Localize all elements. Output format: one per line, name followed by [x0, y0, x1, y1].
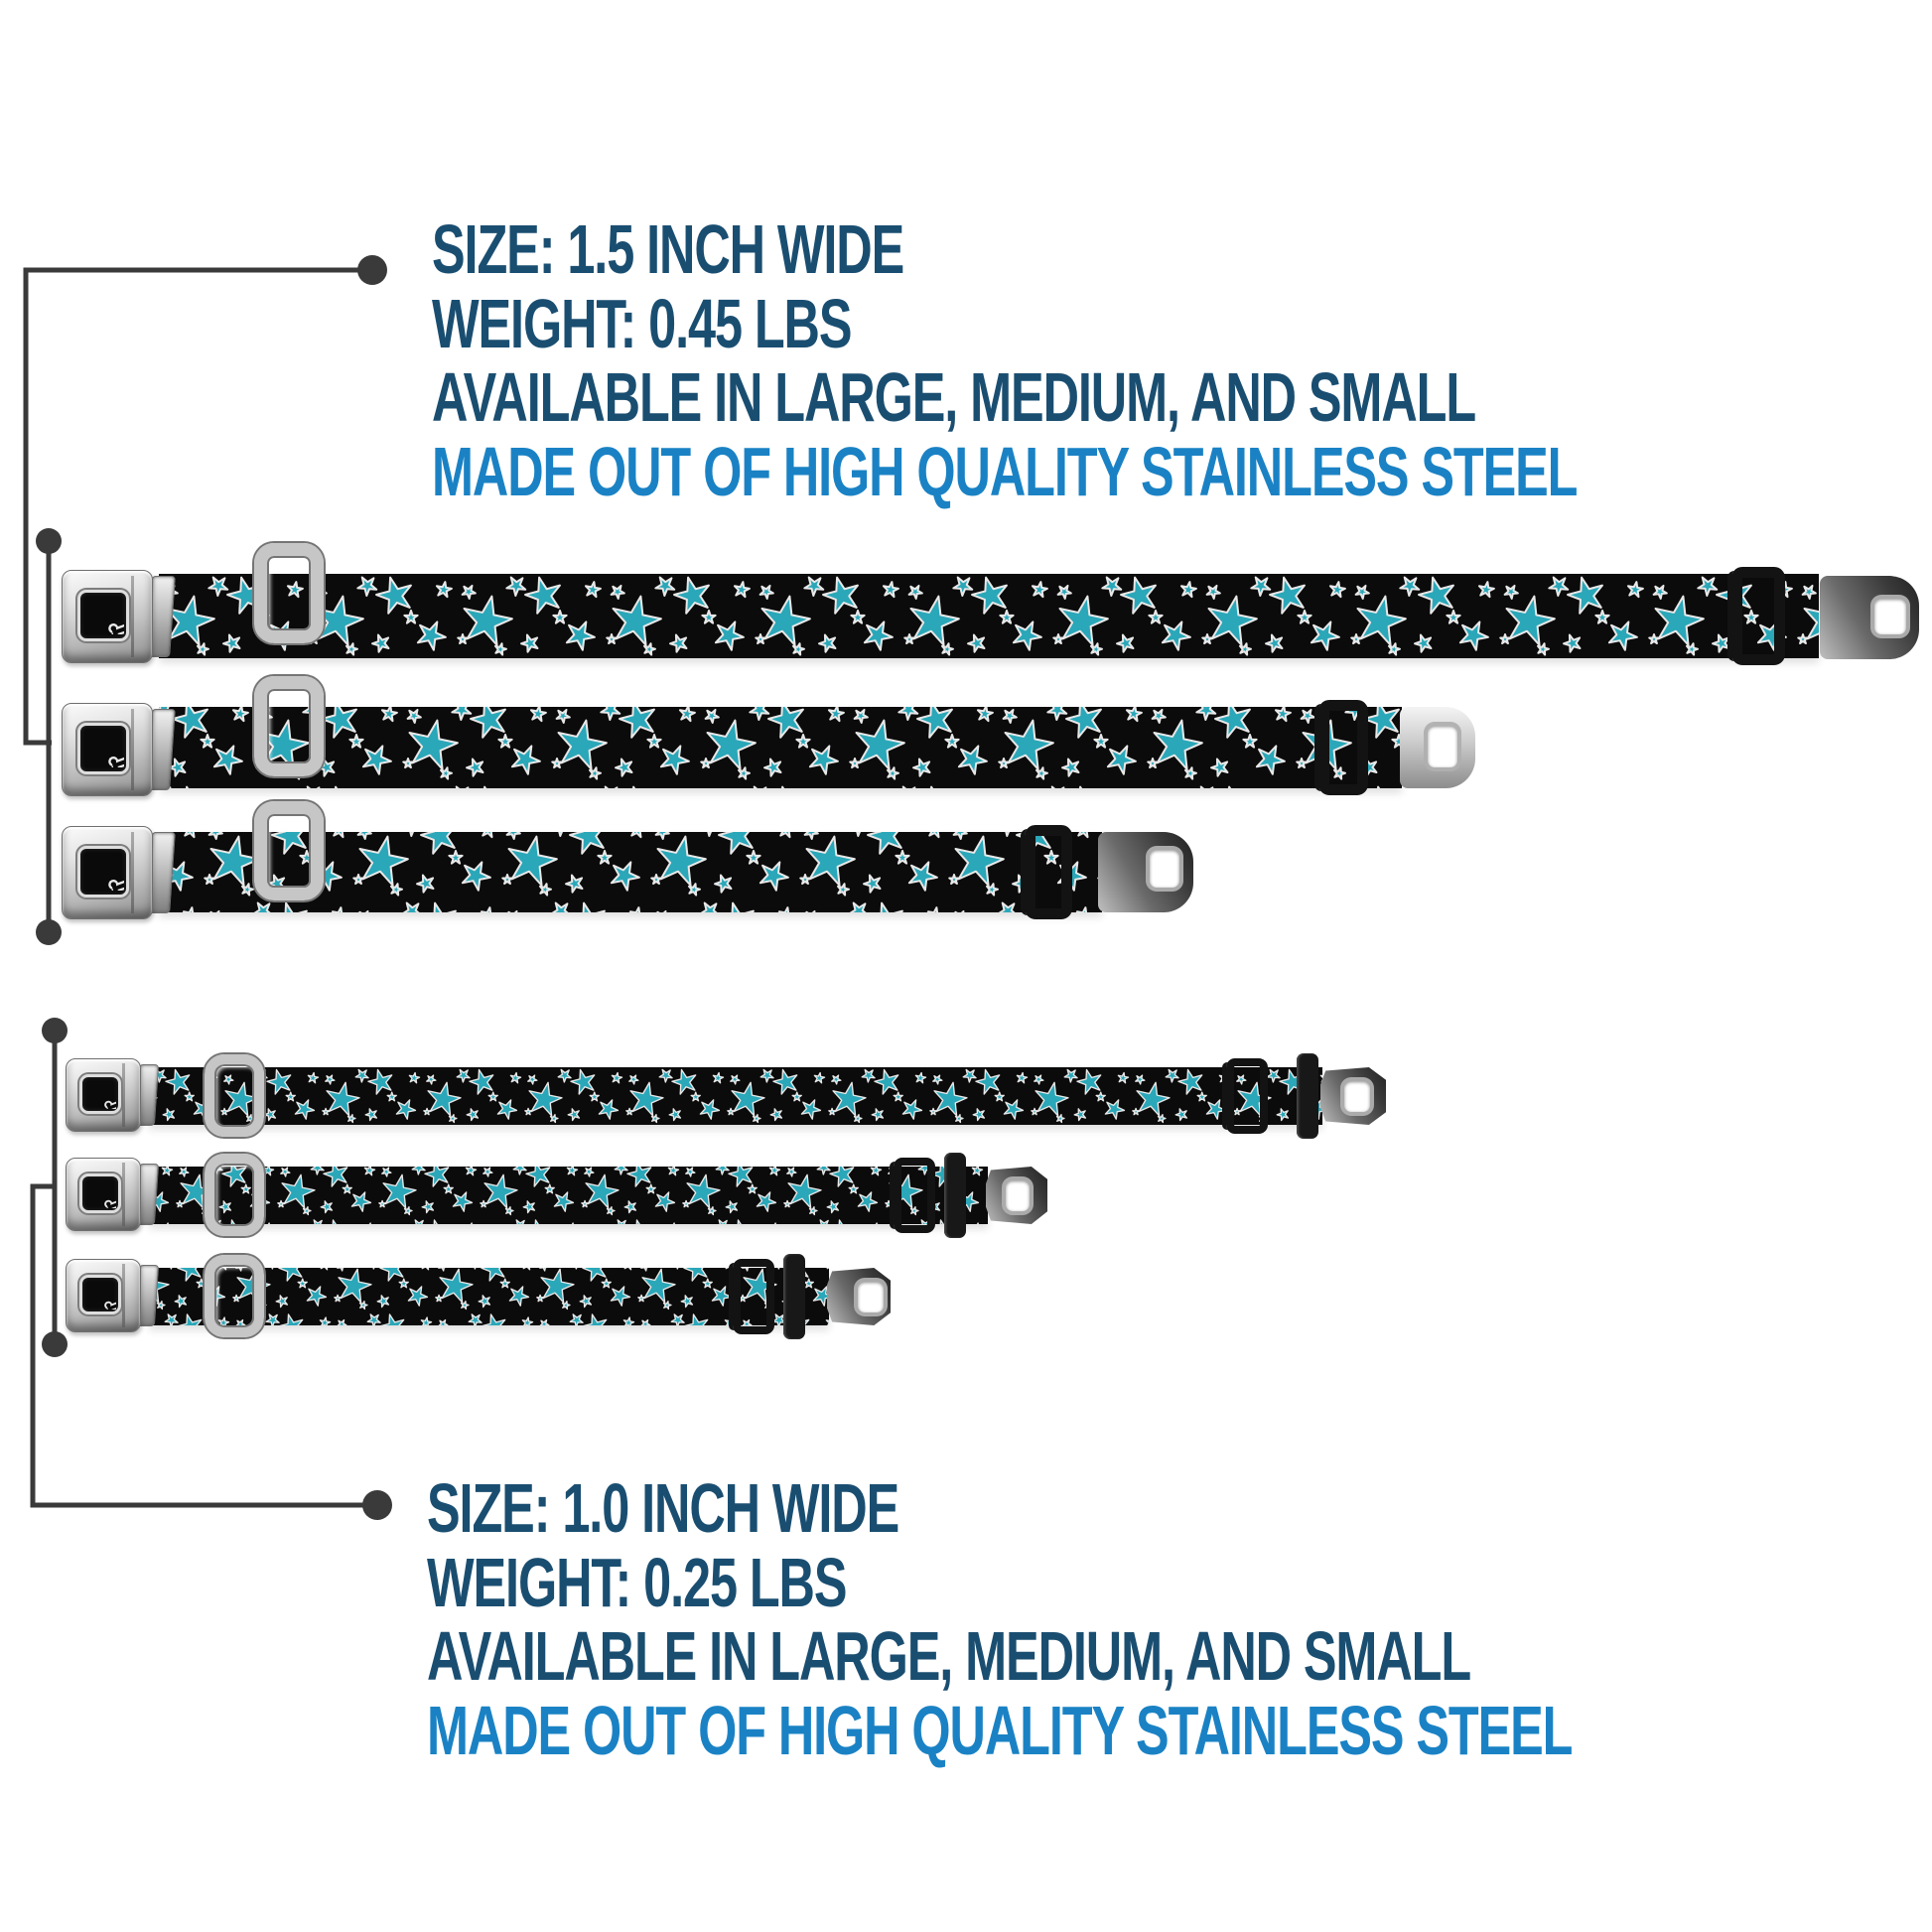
spec-block-bottom [427, 1471, 1932, 1767]
latch-hole [858, 1282, 884, 1312]
buckle-logo-window [79, 1173, 122, 1213]
latch-hole [1428, 726, 1457, 767]
spec-block-top [432, 212, 1932, 508]
slider-adjuster-icon [1226, 1058, 1268, 1134]
latch-plate-icon [1320, 1067, 1386, 1125]
seatbelt-buckle [66, 1158, 141, 1231]
latch-plate-icon [827, 1268, 891, 1325]
slider-adjuster-icon [733, 1259, 774, 1334]
webbing-strap [149, 1167, 988, 1224]
spec-availability: AVAILABLE IN LARGE, MEDIUM, AND SMALL [427, 1617, 1471, 1695]
d-ring-icon [205, 1154, 264, 1236]
dot-icon [42, 1331, 68, 1357]
webbing-strap [159, 707, 1402, 788]
latch-plate-icon [986, 1167, 1047, 1224]
dot-icon [357, 255, 387, 285]
latch-hole [1150, 850, 1179, 888]
spec-size: SIZE: 1.5 INCH WIDE [432, 210, 904, 288]
webbing-strap [149, 1067, 1322, 1125]
latch-plate-icon [1820, 576, 1919, 659]
d-ring-icon [205, 1255, 264, 1337]
buckle-logo-window [79, 1275, 122, 1314]
latch-hole [1006, 1180, 1030, 1211]
d-ring-icon [254, 543, 324, 643]
seatbelt-buckle [62, 826, 153, 919]
keeper-loop [944, 1153, 966, 1238]
spec-weight: WEIGHT: 0.45 LBS [432, 284, 852, 362]
seatbelt-buckle [66, 1058, 141, 1132]
spec-size: SIZE: 1.0 INCH WIDE [427, 1469, 899, 1547]
slider-adjuster-icon [1731, 567, 1785, 665]
buckle-logo-window [77, 846, 129, 897]
seatbelt-buckle [62, 570, 153, 663]
latch-plate-icon [1400, 707, 1475, 788]
bone-icon [84, 1179, 116, 1208]
spec-material: MADE OUT OF HIGH QUALITY STAINLESS STEEL [432, 432, 1578, 510]
slider-adjuster-icon [894, 1158, 935, 1233]
bone-icon [84, 1080, 116, 1109]
bone-icon [83, 853, 124, 891]
slider-adjuster-icon [1025, 825, 1072, 919]
callout-line-top [26, 270, 359, 743]
latch-plate-icon [1098, 832, 1193, 912]
bone-icon [84, 1281, 116, 1310]
latch-hole [1344, 1081, 1370, 1112]
spec-material: MADE OUT OF HIGH QUALITY STAINLESS STEEL [427, 1691, 1573, 1769]
spec-weight: WEIGHT: 0.25 LBS [427, 1543, 847, 1621]
buckle-logo-window [79, 1074, 122, 1114]
buckle-logo-window [77, 590, 129, 641]
dot-icon [42, 1018, 68, 1043]
spec-availability: AVAILABLE IN LARGE, MEDIUM, AND SMALL [432, 358, 1476, 436]
keeper-loop [1297, 1053, 1318, 1139]
d-ring-icon [205, 1054, 264, 1137]
dot-icon [36, 528, 62, 554]
keeper-loop [783, 1254, 805, 1339]
callout-line-bottom [33, 1186, 364, 1505]
slider-adjuster-icon [1318, 700, 1368, 795]
buckle-logo-window [77, 723, 129, 774]
d-ring-icon [254, 801, 324, 900]
d-ring-icon [254, 676, 324, 776]
seatbelt-buckle [62, 703, 153, 796]
seatbelt-buckle [66, 1259, 141, 1332]
webbing-strap [159, 574, 1819, 658]
dot-icon [36, 919, 62, 945]
bone-icon [83, 597, 124, 634]
latch-hole [1874, 599, 1906, 634]
dot-icon [362, 1490, 392, 1520]
bone-icon [83, 730, 124, 767]
